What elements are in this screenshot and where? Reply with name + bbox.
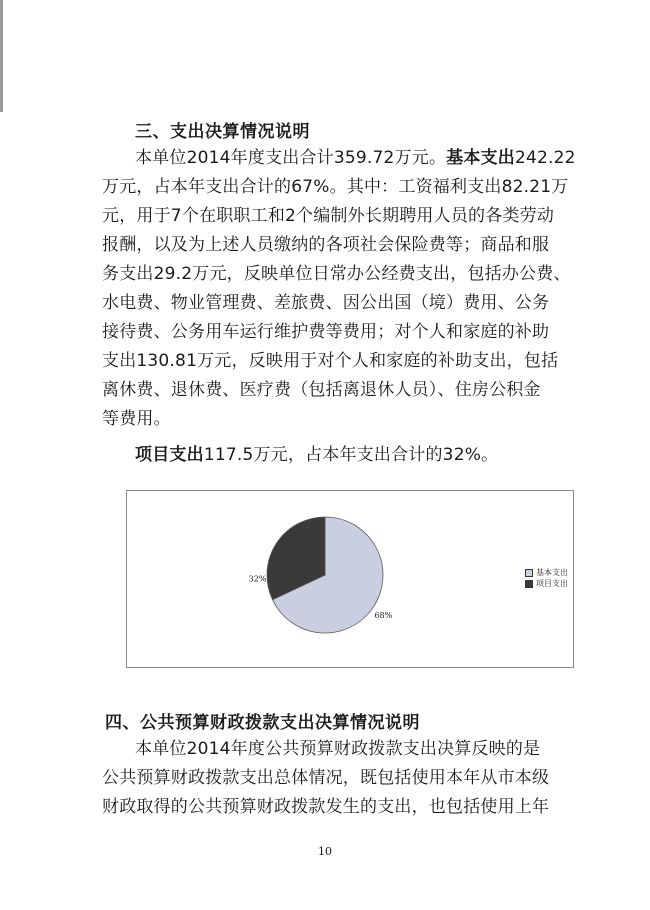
section-3-line-10: 等费用。 <box>102 409 171 429</box>
section-3-line-7: 接待费、公务用车运行维护费等费用；对个人和家庭的补助 <box>102 322 550 342</box>
pie-chart-frame <box>126 490 574 668</box>
section-3-line-6: 水电费、物业管理费、差旅费、因公出国（境）费用、公务 <box>102 293 550 313</box>
chart-legend <box>525 567 568 589</box>
section-4-heading: 四、公共预算财政拨款支出决算情况说明 <box>105 713 420 733</box>
section-3-line-9: 离休费、退休费、医疗费（包括离退休人员）、住房公积金 <box>102 380 541 400</box>
project-expenditure-line <box>135 443 498 467</box>
section-3-line-5: 务支出29.2万元，反映单位日常办公经费支出，包括办公费、 <box>102 264 571 284</box>
pie-label-project: 32% <box>248 574 267 584</box>
section-3-line-3: 元，用于7个在职职工和2个编制外长期聘用人员的各类劳动 <box>102 206 555 226</box>
line-1-text: 本单位2014年度支出合计359.72万元。 <box>135 148 447 168</box>
section-3-line-8: 支出130.81万元，反映用于对个人和家庭的补助支出，包括 <box>102 351 559 371</box>
section-3-line-1 <box>135 146 576 170</box>
legend-swatch-project <box>525 580 533 588</box>
basic-expenditure-label: 基本支出 <box>446 148 515 168</box>
project-expenditure-label: 项目支出 <box>135 445 204 465</box>
legend-swatch-basic <box>525 569 533 577</box>
section-3-line-4: 报酬，以及为上述人员缴纳的各项社会保险费等；商品和服 <box>102 235 550 255</box>
section-3-line-2: 万元，占本年支出合计的67%。其中：工资福利支出82.21万 <box>102 177 569 197</box>
section-4-line-1: 本单位2014年度公共预算财政拨款支出决算反映的是 <box>135 739 541 759</box>
legend-item-basic <box>525 567 568 578</box>
pie-chart <box>127 491 573 667</box>
page-number: 10 <box>318 845 332 858</box>
legend-label-project: 项目支出 <box>536 579 568 588</box>
legend-label-basic: 基本支出 <box>536 568 568 577</box>
pie-label-basic: 68% <box>374 611 393 621</box>
project-expenditure-text: 117.5万元，占本年支出合计的32%。 <box>203 445 499 465</box>
basic-expenditure-value: 242.22 <box>514 148 576 168</box>
section-4-line-2: 公共预算财政拨款支出总体情况，既包括使用本年从市本级 <box>102 768 550 788</box>
legend-item-project <box>525 578 568 589</box>
scan-edge-mark <box>0 0 3 112</box>
section-4-line-3: 财政取得的公共预算财政拨款发生的支出，也包括使用上年 <box>102 797 550 817</box>
section-3-heading: 三、支出决算情况说明 <box>135 122 310 142</box>
